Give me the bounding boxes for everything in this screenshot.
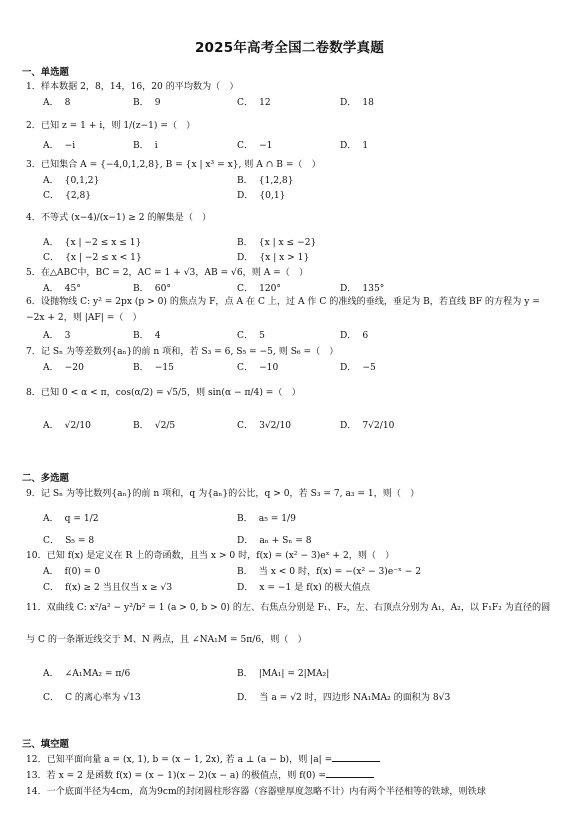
- q4-option-a: A． {x | −2 ≤ x ≤ 1}: [43, 238, 142, 248]
- q9-option-d: D． aₙ + Sₙ = 8: [237, 536, 312, 546]
- q5-option-d: D． 135°: [340, 284, 385, 294]
- q10-option-d: D． x = −1 是 f(x) 的极大值点: [237, 583, 371, 593]
- q11-option-b: B． |MA₁| = 2|MA₂|: [237, 669, 330, 679]
- q6-option-d: D． 6: [340, 331, 369, 341]
- q2-option-d: D． 1: [340, 141, 369, 151]
- question-6: 6．设抛物线 C: y² = 2px (p > 0) 的焦点为 F，点 A 在 C 上，过 A 作 C 的准线的垂线，垂足为 B，若直线 BF 的方程为 y = −2x + 2，则 |AF| =（ ）: [26, 297, 540, 323]
- q6-option-c: C． 5: [237, 331, 265, 341]
- q8-option-c: C． 3√2/10: [237, 421, 292, 431]
- q9-option-a: A． q = 1/2: [43, 514, 99, 524]
- q8-option-b: B． √2/5: [133, 421, 176, 431]
- question-12: 12．已知平面向量 a = (x, 1), b = (x − 1, 2x), 若 a ⊥ (a − b)，则 |a| =: [26, 752, 380, 765]
- q9-option-c: C． S₅ = 8: [43, 536, 95, 546]
- q1-option-a: A． 8: [43, 98, 71, 108]
- q9-option-b: B． a₅ = 1/9: [237, 514, 296, 524]
- q3-option-a: A． {0,1,2}: [43, 176, 100, 186]
- q7-option-d: D． −5: [340, 363, 376, 373]
- q2-option-c: C． −1: [237, 141, 273, 151]
- section-heading-fill-in: 三、填空题: [22, 739, 69, 750]
- q7-option-c: C． −10: [237, 363, 279, 373]
- question-4: 4．不等式 (x−4)/(x−1) ≥ 2 的解集是（ ）: [26, 213, 212, 223]
- q5-option-c: C． 120°: [237, 284, 281, 294]
- question-8: 8．已知 0 < α < π，cos(α/2) = √5/5，则 sin(α − π/4) =（ ）: [26, 388, 301, 398]
- q1-option-d: D． 18: [340, 98, 374, 108]
- q4-option-b: B． {x | x ≤ −2}: [237, 238, 317, 248]
- question-11: 11．双曲线 C: x²/a² − y²/b² = 1 (a > 0, b > 0) 的左、右焦点分别是 F₁、F₂，左、右顶点分别为 A₁，A₂，以 F₁F₂ 为直径的圆: [26, 603, 551, 613]
- q7-option-b: B． −15: [133, 363, 174, 373]
- question-5: 5．在△ABC中，BC = 2，AC = 1 + √3，AB = √6，则 A =（ ）: [26, 268, 309, 278]
- q5-option-b: B． 60°: [133, 284, 171, 294]
- question-3: 3．已知集合 A = {−4,0,1,2,8}, B = {x | x³ = x}, 则 A ∩ B =（ ）: [26, 160, 321, 170]
- q2-option-a: A． −i: [43, 141, 76, 151]
- q1-option-b: B． 9: [133, 98, 161, 108]
- q4-option-c: C． {x | −2 ≤ x < 1}: [43, 253, 142, 263]
- q10-option-b: B． 当 x < 0 时，f(x) = −(x² − 3)e⁻ˣ − 2: [237, 567, 422, 577]
- question-9: 9．记 Sₙ 为等比数列{aₙ}的前 n 项和，q 为{aₙ}的公比，q > 0，若 S₃ = 7, a₃ = 1，则（ ）: [26, 489, 420, 499]
- q8-option-d: D． 7√2/10: [340, 421, 395, 431]
- q4-option-d: D． {x | x > 1}: [237, 253, 310, 263]
- q11-option-c: C． C 的离心率为 √13: [43, 693, 141, 703]
- q2-option-b: B． i: [133, 141, 158, 151]
- answer-blank-13: [326, 768, 374, 778]
- q3-option-c: C． {2,8}: [43, 191, 92, 201]
- q11-option-a: A． ∠A₁MA₂ = π/6: [43, 669, 131, 679]
- question-2: 2．已知 z = 1 + i，则 1/(z−1) =（ ）: [26, 121, 196, 131]
- question-10: 10．已知 f(x) 是定义在 R 上的奇函数，且当 x > 0 时，f(x) = (x² − 3)eˣ + 2，则（ ）: [26, 551, 395, 561]
- q11-option-d: D． 当 a = √2 时，四边形 NA₁MA₂ 的面积为 8√3: [237, 693, 451, 703]
- q3-option-d: D． {0,1}: [237, 191, 286, 201]
- section-heading-multiple-choice: 二、多选题: [22, 473, 69, 484]
- question-7: 7．记 Sₙ 为等差数列{aₙ}的前 n 项和，若 S₃ = 6, S₅ = −5, 则 S₆ =（ ）: [26, 347, 339, 357]
- q5-option-a: A． 45°: [43, 284, 81, 294]
- question-11-continued: 与 C 的一条渐近线交于 M、N 两点，且 ∠NA₁M = 5π/6，则（ ）: [26, 635, 307, 645]
- q1-option-c: C． 12: [237, 98, 271, 108]
- q8-option-a: A． √2/10: [43, 421, 91, 431]
- q10-option-a: A． f(0) = 0: [43, 567, 101, 577]
- question-14: 14．一个底面半径为4cm，高为9cm的封闭圆柱形容器（容器壁厚度忽略不计）内有两个半径相等的铁球，则铁球: [26, 787, 486, 797]
- q6-option-a: A． 3: [43, 331, 71, 341]
- q3-option-b: B． {1,2,8}: [237, 176, 294, 186]
- q6-option-b: B． 4: [133, 331, 161, 341]
- q7-option-a: A． −20: [43, 363, 84, 373]
- q10-option-c: C． f(x) ≥ 2 当且仅当 x ≥ √3: [43, 583, 173, 593]
- answer-blank-12: [332, 752, 380, 762]
- question-1: 1．样本数据 2，8，14，16，20 的平均数为（ ）: [26, 82, 239, 92]
- section-heading-single-choice: 一、单选题: [22, 67, 69, 78]
- question-13: 13．若 x = 2 是函数 f(x) = (x − 1)(x − 2)(x − a) 的极值点，则 f(0) =: [26, 768, 374, 781]
- page-title: 2025年高考全国二卷数学真题: [194, 40, 385, 56]
